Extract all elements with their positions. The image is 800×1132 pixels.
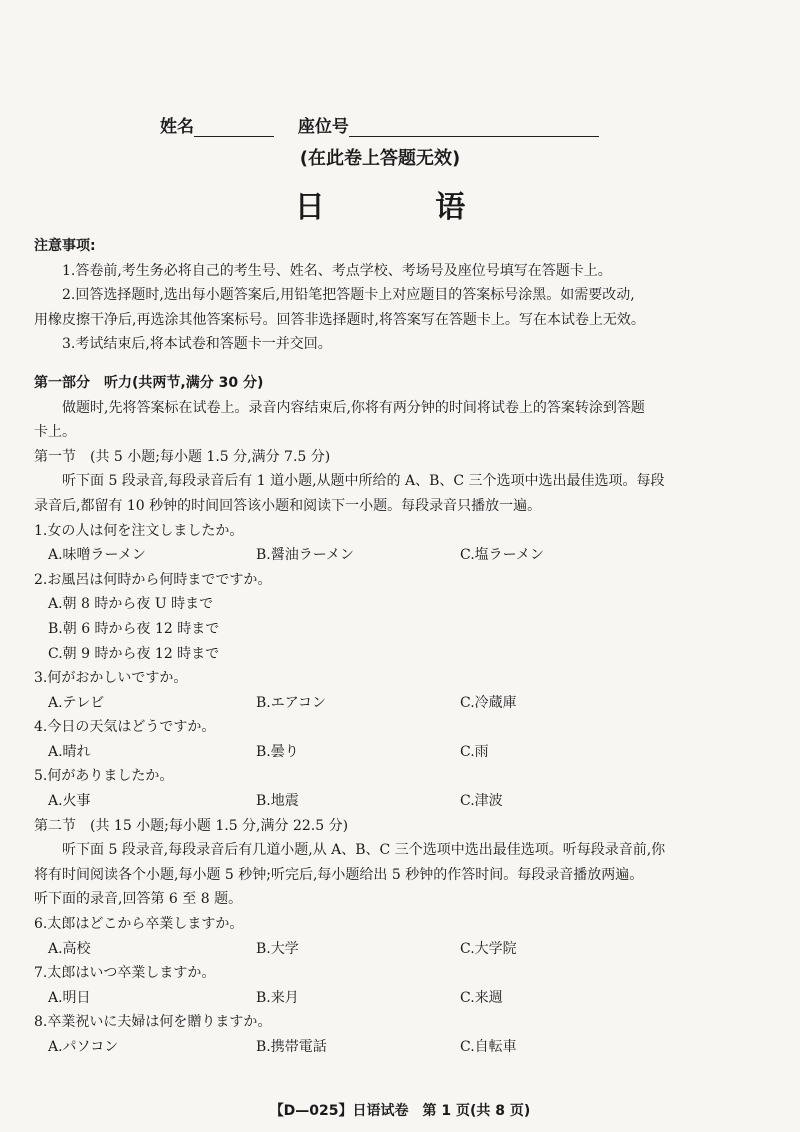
section1-intro: 录音后,都留有 10 秒钟的时间回答该小题和阅读下一小题。每段录音只播放一遍。	[34, 497, 542, 514]
option-a: A.明日	[48, 989, 91, 1006]
section1-intro: 听下面 5 段录音,每段录音后有 1 道小题,从题中所给的 A、B、C 三个选项中选出最佳选项。每段	[62, 473, 665, 490]
question-options	[34, 1035, 764, 1060]
option-a: A.テレビ	[48, 694, 105, 711]
notice-item: 1.答卷前,考生务必将自己的考生号、姓名、考点学校、考场号及座位号填写在答题卡上。	[62, 262, 612, 279]
option-a: A.味噌ラーメン	[48, 547, 146, 564]
option-a: A.晴れ	[48, 743, 91, 760]
notice-item: 3.考试结束后,将本试卷和答题卡一并交回。	[62, 336, 332, 353]
exam-content	[34, 234, 764, 1060]
seat-label: 座位号	[297, 117, 349, 137]
question: 5.何がありましたか。	[34, 768, 174, 785]
option-b: B.エアコン	[256, 694, 327, 711]
section2-intro: 听下面的录音,回答第 6 至 8 题。	[34, 891, 243, 908]
section2-title: 第二节 (共 15 小题;每小题 1.5 分,满分 22.5 分)	[34, 817, 349, 834]
question-options	[34, 543, 764, 568]
option-b: B.朝 6 時から夜 12 時まで	[48, 620, 220, 637]
candidate-info-line	[160, 112, 599, 137]
option-c: C.雨	[460, 743, 489, 760]
section1-title: 第一节 (共 5 小题;每小题 1.5 分,满分 7.5 分)	[34, 448, 331, 465]
option-c: C.塩ラーメン	[460, 547, 544, 564]
part1-intro: 卡上。	[34, 424, 76, 441]
question: 1.女の人は何を注文しましたか。	[34, 522, 244, 539]
question-options	[34, 986, 764, 1011]
question: 4.今日の天気はどうですか。	[34, 719, 216, 736]
notice-item: 用橡皮擦干净后,再选涂其他答案标号。回答非选择题时,将答案写在答题卡上。写在本试卷上无效。	[34, 311, 645, 328]
option-b: B.地震	[256, 793, 299, 810]
option-a: A.パソコン	[48, 1039, 119, 1055]
option-a: A.火事	[48, 793, 91, 810]
question-options	[34, 740, 764, 765]
option-b: B.来月	[256, 989, 299, 1006]
section2-intro: 听下面 5 段录音,每段录音后有几道小题,从 A、B、C 三个选项中选出最佳选项。听每段录音前,你	[62, 842, 666, 859]
question-options	[34, 691, 764, 716]
option-b: B.大学	[256, 940, 299, 957]
seat-blank	[349, 118, 599, 137]
section2-intro: 将有时间阅读各个小题,每小题 5 秒钟;听完后,每小题给出 5 秒钟的作答时间。每段录音播放两遍。	[34, 866, 644, 883]
option-b: B.携帯電話	[256, 1039, 327, 1055]
part1-intro: 做题时,先将答案标在试卷上。录音内容结束后,你将有两分钟的时间将试卷上的答案转涂到答题	[62, 399, 645, 416]
option-c: C.朝 9 時から夜 12 時まで	[48, 645, 220, 662]
option-b: B.曇り	[256, 743, 299, 760]
question: 3.何がおかしいですか。	[34, 670, 188, 687]
option-c: C.冷蔵庫	[460, 694, 517, 711]
option-c: C.大学院	[460, 940, 517, 957]
question-options	[34, 789, 764, 814]
notice-title: 注意事项:	[34, 238, 96, 254]
question-options	[34, 937, 764, 962]
option-a: A.朝 8 時から夜 U 時まで	[48, 596, 214, 613]
option-b: B.醤油ラーメン	[256, 547, 355, 564]
question: 2.お風呂は何時から何時までですか。	[34, 571, 272, 588]
name-blank	[194, 118, 274, 137]
notice-item: 2.回答选择题时,选出每小题答案后,用铅笔把答题卡上对应题目的答案标号涂黑。如需要改动,	[62, 287, 635, 304]
option-a: A.高校	[48, 940, 91, 957]
name-label: 姓名	[160, 117, 194, 137]
question: 8.卒業祝いに夫婦は何を贈りますか。	[34, 1014, 272, 1031]
option-c: C.来週	[460, 989, 503, 1006]
question: 7.太郎はいつ卒業しますか。	[34, 965, 216, 982]
part1-title: 第一部分 听力(共两节,满分 30 分)	[34, 374, 264, 391]
option-c: C.津波	[460, 793, 503, 810]
invalid-note: (在此卷上答题无效)	[299, 148, 461, 169]
page-title: 日 语	[294, 190, 516, 225]
question: 6.太郎はどこから卒業しますか。	[34, 916, 244, 933]
option-c: C.自転車	[460, 1039, 517, 1055]
page-footer: 【D—025】日语试卷 第 1 页(共 8 页)	[269, 1103, 531, 1119]
